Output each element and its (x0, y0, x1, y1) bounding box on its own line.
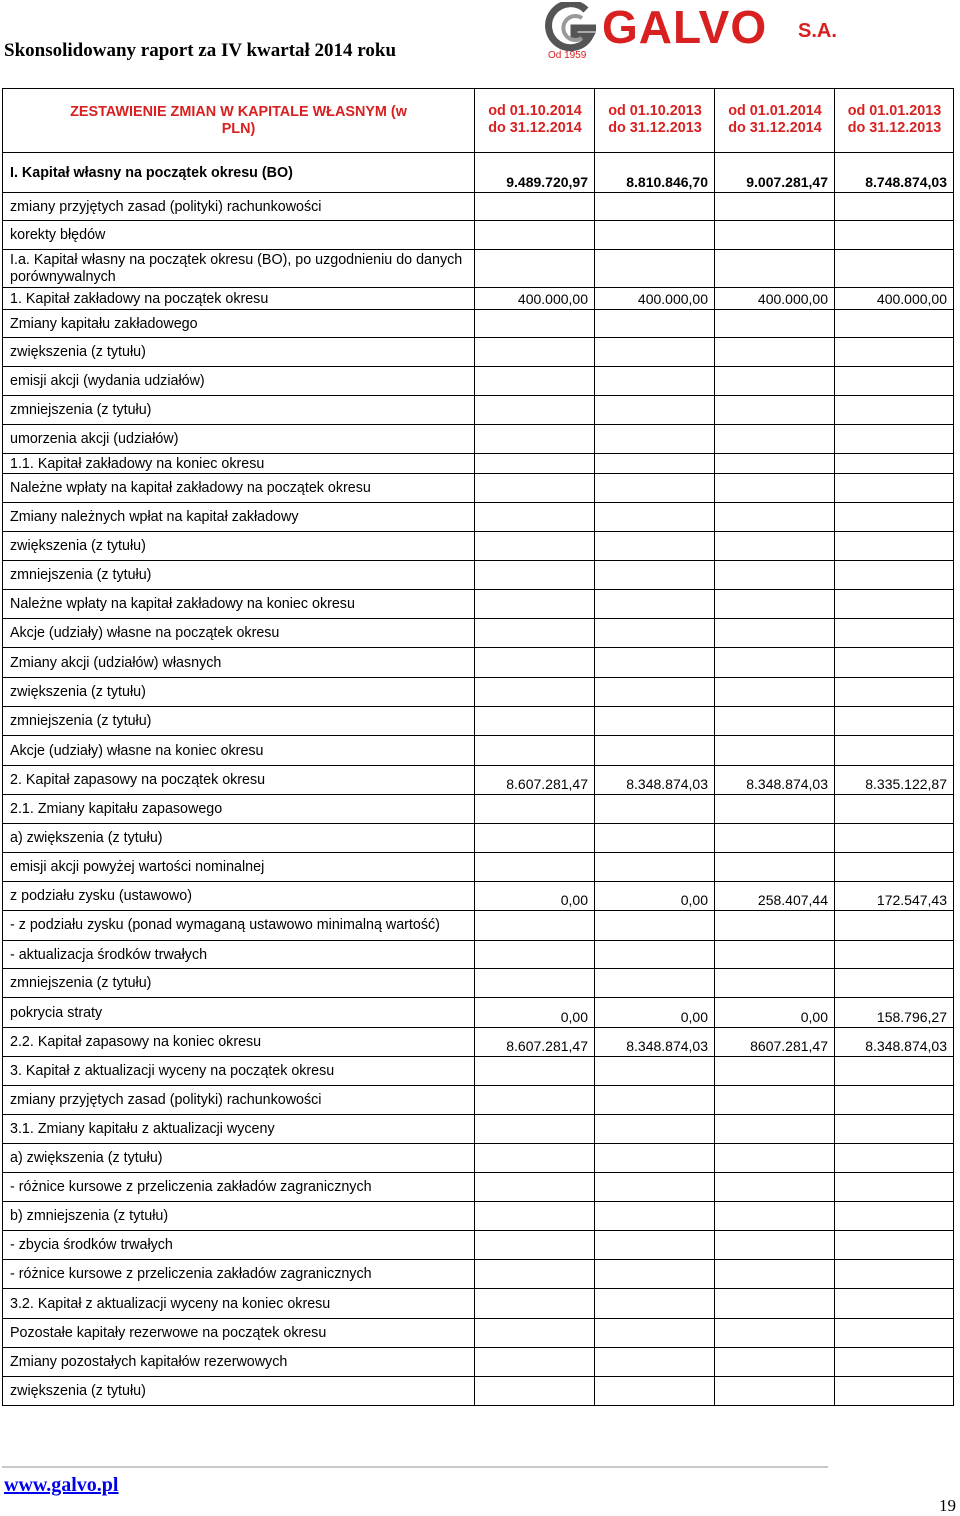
row-value: 0,00 (595, 882, 715, 911)
row-label: - z podziału zysku (ponad wymaganą ustawowo minimalną wartość) (3, 911, 475, 941)
row-value (595, 1289, 715, 1319)
column-header: od 01.10.2014 do 31.12.2014 (475, 89, 595, 153)
table-row (3, 941, 954, 969)
row-value: 8.810.846,70 (595, 153, 715, 193)
row-value (595, 532, 715, 561)
row-label: zwiększenia (z tytułu) (3, 532, 475, 561)
row-value: 9.007.281,47 (715, 153, 835, 193)
row-value (715, 1115, 835, 1144)
row-value (595, 678, 715, 707)
row-label: 2.2. Kapitał zapasowy na koniec okresu (3, 1028, 475, 1057)
table-row (3, 474, 954, 503)
row-value (715, 941, 835, 969)
table-row (3, 1115, 954, 1144)
row-value (475, 532, 595, 561)
row-value (475, 853, 595, 882)
row-value (475, 1086, 595, 1115)
table-row (3, 396, 954, 425)
row-label: z podziału zysku (ustawowo) (3, 882, 475, 911)
row-value (475, 310, 595, 338)
row-value (835, 911, 954, 941)
column-header: od 01.01.2014 do 31.12.2014 (715, 89, 835, 153)
report-title: Skonsolidowany raport za IV kwartał 2014 roku (4, 40, 397, 61)
row-value (475, 678, 595, 707)
row-value: 400.000,00 (475, 288, 595, 310)
row-value (595, 590, 715, 619)
table-body (3, 89, 954, 1406)
row-value: 8.348.874,03 (715, 766, 835, 795)
row-value (475, 707, 595, 736)
row-value: 8.348.874,03 (835, 1028, 954, 1057)
row-label: zmniejszenia (z tytułu) (3, 969, 475, 998)
row-value (715, 911, 835, 941)
row-value (595, 619, 715, 648)
table-row (3, 824, 954, 853)
row-value (715, 1348, 835, 1377)
row-value: 0,00 (475, 998, 595, 1028)
row-value (835, 250, 954, 288)
row-value (835, 221, 954, 250)
row-value (835, 736, 954, 766)
table-row (3, 561, 954, 590)
table-row (3, 795, 954, 824)
row-value (595, 250, 715, 288)
row-value (835, 454, 954, 474)
table-row (3, 619, 954, 648)
row-label: 2. Kapitał zapasowy na początek okresu (3, 766, 475, 795)
table-row (3, 193, 954, 221)
table-row (3, 338, 954, 367)
row-value (475, 193, 595, 221)
row-value (715, 795, 835, 824)
row-label: Zmiany pozostałych kapitałów rezerwowych (3, 1348, 475, 1377)
row-value (595, 454, 715, 474)
row-value (475, 474, 595, 503)
row-value: 400.000,00 (715, 288, 835, 310)
row-value (715, 824, 835, 853)
row-label: Należne wpłaty na kapitał zakładowy na początek okresu (3, 474, 475, 503)
row-value (715, 648, 835, 678)
logo-since: Od 1959 (548, 50, 587, 61)
row-value (715, 338, 835, 367)
row-value (835, 193, 954, 221)
table-row (3, 766, 954, 795)
row-value (715, 193, 835, 221)
table-row (3, 1086, 954, 1115)
table-row (3, 1289, 954, 1319)
row-value (475, 969, 595, 998)
row-value: 9.489.720,97 (475, 153, 595, 193)
row-label: I.a. Kapitał własny na początek okresu (BO), po uzgodnieniu do danych porównywalnych (3, 250, 475, 288)
row-value (715, 1260, 835, 1289)
row-value (595, 474, 715, 503)
row-value (835, 1202, 954, 1231)
row-value (595, 1144, 715, 1173)
row-value (715, 532, 835, 561)
row-value (595, 221, 715, 250)
row-value (715, 1289, 835, 1319)
row-value (595, 853, 715, 882)
row-value (475, 1377, 595, 1406)
row-label: zmniejszenia (z tytułu) (3, 707, 475, 736)
row-value (715, 396, 835, 425)
row-value (595, 1086, 715, 1115)
row-label: 1.1. Kapitał zakładowy na koniec okresu (3, 454, 475, 474)
row-value (475, 1202, 595, 1231)
row-label: 1. Kapitał zakładowy na początek okresu (3, 288, 475, 310)
row-label: I. Kapitał własny na początek okresu (BO) (3, 153, 475, 193)
table-row (3, 1319, 954, 1348)
row-value (715, 707, 835, 736)
row-value (475, 1057, 595, 1086)
table-row (3, 882, 954, 911)
row-value (835, 648, 954, 678)
row-value (715, 425, 835, 454)
row-value (595, 911, 715, 941)
row-value (475, 1289, 595, 1319)
logo-suffix: S.A. (798, 20, 837, 42)
row-label: 2.1. Zmiany kapitału zapasowego (3, 795, 475, 824)
row-label: Zmiany należnych wpłat na kapitał zakładowy (3, 503, 475, 532)
logo-mark-icon (538, 2, 600, 54)
row-value (715, 503, 835, 532)
table-row (3, 1028, 954, 1057)
row-value (475, 736, 595, 766)
row-value (595, 1319, 715, 1348)
row-value (595, 1202, 715, 1231)
row-value (715, 561, 835, 590)
row-value: 0,00 (715, 998, 835, 1028)
row-value (835, 1319, 954, 1348)
row-value (715, 221, 835, 250)
row-value (475, 396, 595, 425)
table-row (3, 1202, 954, 1231)
row-value (835, 310, 954, 338)
row-value: 400.000,00 (835, 288, 954, 310)
row-value: 8607.281,47 (715, 1028, 835, 1057)
row-value (475, 454, 595, 474)
row-value (835, 1144, 954, 1173)
row-label: - różnice kursowe z przeliczenia zakładów zagranicznych (3, 1173, 475, 1202)
row-label: - aktualizacja środków trwałych (3, 941, 475, 969)
row-value (835, 1086, 954, 1115)
row-value (835, 969, 954, 998)
row-value (715, 310, 835, 338)
row-value (835, 678, 954, 707)
row-value (835, 795, 954, 824)
footer-divider (2, 1466, 828, 1468)
table-row (3, 969, 954, 998)
row-value (715, 1086, 835, 1115)
row-label: Zmiany akcji (udziałów) własnych (3, 648, 475, 678)
row-value (835, 1289, 954, 1319)
page-number: 19 (939, 1496, 956, 1515)
row-value (475, 1115, 595, 1144)
row-label: zwiększenia (z tytułu) (3, 338, 475, 367)
table-row (3, 736, 954, 766)
row-value (715, 1377, 835, 1406)
row-label: - zbycia środków trwałych (3, 1231, 475, 1260)
table-header-row (3, 89, 954, 153)
table-row (3, 1377, 954, 1406)
row-value (595, 1057, 715, 1086)
table-row (3, 998, 954, 1028)
row-value (475, 367, 595, 396)
row-value (595, 648, 715, 678)
row-value (595, 1348, 715, 1377)
row-value (595, 1260, 715, 1289)
row-value (715, 1057, 835, 1086)
row-value: 0,00 (475, 882, 595, 911)
row-value: 8.348.874,03 (595, 766, 715, 795)
row-value (595, 1377, 715, 1406)
row-value (475, 1231, 595, 1260)
table-row (3, 1144, 954, 1173)
row-label: zmiany przyjętych zasad (polityki) rachunkowości (3, 193, 475, 221)
row-label: umorzenia akcji (udziałów) (3, 425, 475, 454)
table-row (3, 454, 954, 474)
row-value (715, 619, 835, 648)
row-value (715, 1144, 835, 1173)
row-label: b) zmniejszenia (z tytułu) (3, 1202, 475, 1231)
row-label: a) zwiększenia (z tytułu) (3, 824, 475, 853)
row-value (475, 795, 595, 824)
row-value (715, 590, 835, 619)
row-value (475, 1319, 595, 1348)
row-value (595, 396, 715, 425)
row-value (715, 367, 835, 396)
logo-wordmark: GALVO (602, 1, 768, 53)
row-label: 3.2. Kapitał z aktualizacji wyceny na koniec okresu (3, 1289, 475, 1319)
row-label: korekty błędów (3, 221, 475, 250)
row-value (595, 338, 715, 367)
table-row (3, 1173, 954, 1202)
row-label: zwiększenia (z tytułu) (3, 678, 475, 707)
table-row (3, 532, 954, 561)
row-value (475, 425, 595, 454)
row-value: 8.748.874,03 (835, 153, 954, 193)
row-value: 172.547,43 (835, 882, 954, 911)
table-row (3, 153, 954, 193)
row-value (715, 250, 835, 288)
table-row (3, 911, 954, 941)
table-row (3, 1057, 954, 1086)
row-label: zwiększenia (z tytułu) (3, 1377, 475, 1406)
row-label: Pozostałe kapitały rezerwowe na początek okresu (3, 1319, 475, 1348)
row-value (835, 853, 954, 882)
table-row (3, 221, 954, 250)
row-value (835, 396, 954, 425)
row-value (835, 1231, 954, 1260)
row-value (835, 1057, 954, 1086)
row-label: 3.1. Zmiany kapitału z aktualizacji wyceny (3, 1115, 475, 1144)
row-value (475, 250, 595, 288)
row-value (475, 503, 595, 532)
row-value: 400.000,00 (595, 288, 715, 310)
row-value (835, 1115, 954, 1144)
row-label: emisji akcji (wydania udziałów) (3, 367, 475, 396)
row-value (835, 941, 954, 969)
row-label: 3. Kapitał z aktualizacji wyceny na początek okresu (3, 1057, 475, 1086)
row-value (595, 367, 715, 396)
row-value (835, 367, 954, 396)
table-row (3, 503, 954, 532)
row-value (475, 561, 595, 590)
row-value: 258.407,44 (715, 882, 835, 911)
row-value (835, 824, 954, 853)
website-link[interactable]: www.galvo.pl (4, 1474, 119, 1496)
table-row (3, 425, 954, 454)
row-value: 8.607.281,47 (475, 766, 595, 795)
row-label: emisji akcji powyżej wartości nominalnej (3, 853, 475, 882)
table-row (3, 853, 954, 882)
row-label: Akcje (udziały) własne na początek okresu (3, 619, 475, 648)
table-row (3, 250, 954, 288)
row-value (475, 590, 595, 619)
row-value (715, 969, 835, 998)
row-value (475, 1260, 595, 1289)
row-value (595, 561, 715, 590)
row-label: zmniejszenia (z tytułu) (3, 396, 475, 425)
table-row (3, 367, 954, 396)
table-row (3, 678, 954, 707)
table-row (3, 1348, 954, 1377)
row-value (715, 678, 835, 707)
row-value (595, 941, 715, 969)
column-header: od 01.01.2013 do 31.12.2013 (835, 89, 954, 153)
row-label: Należne wpłaty na kapitał zakładowy na koniec okresu (3, 590, 475, 619)
column-header: od 01.10.2013 do 31.12.2013 (595, 89, 715, 153)
row-value (595, 795, 715, 824)
row-value (595, 503, 715, 532)
row-label: a) zwiększenia (z tytułu) (3, 1144, 475, 1173)
row-value (835, 1173, 954, 1202)
table-row (3, 1231, 954, 1260)
row-value (835, 707, 954, 736)
table-row (3, 310, 954, 338)
row-value (835, 503, 954, 532)
row-value (595, 969, 715, 998)
row-value: 158.796,27 (835, 998, 954, 1028)
row-value (475, 338, 595, 367)
row-value (475, 911, 595, 941)
row-value (595, 310, 715, 338)
row-label: Zmiany kapitału zakładowego (3, 310, 475, 338)
row-value (835, 532, 954, 561)
row-value (715, 1231, 835, 1260)
row-value (475, 1144, 595, 1173)
row-label: - różnice kursowe z przeliczenia zakładów zagranicznych (3, 1260, 475, 1289)
row-label: pokrycia straty (3, 998, 475, 1028)
table-head-title: ZESTAWIENIE ZMIAN W KAPITALE WŁASNYM (w PLN) (3, 89, 475, 153)
row-value (475, 648, 595, 678)
row-value: 8.335.122,87 (835, 766, 954, 795)
row-label: zmniejszenia (z tytułu) (3, 561, 475, 590)
table-row (3, 1260, 954, 1289)
row-value (595, 707, 715, 736)
row-value (595, 1115, 715, 1144)
row-value (835, 619, 954, 648)
row-value (475, 619, 595, 648)
row-value (595, 425, 715, 454)
row-value (835, 425, 954, 454)
row-value (715, 1319, 835, 1348)
row-value: 8.348.874,03 (595, 1028, 715, 1057)
row-value (475, 824, 595, 853)
table-row (3, 590, 954, 619)
row-value (835, 1348, 954, 1377)
galvo-logo (536, 0, 866, 66)
row-value (835, 474, 954, 503)
row-value (835, 1260, 954, 1289)
table-row (3, 288, 954, 310)
equity-changes-table (2, 88, 954, 1406)
row-value: 0,00 (595, 998, 715, 1028)
row-value (715, 853, 835, 882)
row-value (595, 193, 715, 221)
row-value (595, 824, 715, 853)
row-value (475, 941, 595, 969)
row-value (835, 590, 954, 619)
row-label: Akcje (udziały) własne na koniec okresu (3, 736, 475, 766)
row-value (475, 221, 595, 250)
row-value (715, 454, 835, 474)
row-value (475, 1173, 595, 1202)
row-value: 8.607.281,47 (475, 1028, 595, 1057)
row-value (835, 561, 954, 590)
row-value (595, 1173, 715, 1202)
row-value (715, 736, 835, 766)
row-value (595, 736, 715, 766)
row-value (835, 1377, 954, 1406)
row-value (595, 1231, 715, 1260)
table-row (3, 707, 954, 736)
row-value (835, 338, 954, 367)
row-label: zmiany przyjętych zasad (polityki) rachunkowości (3, 1086, 475, 1115)
row-value (475, 1348, 595, 1377)
row-value (715, 1173, 835, 1202)
table-row (3, 648, 954, 678)
row-value (715, 1202, 835, 1231)
row-value (715, 474, 835, 503)
